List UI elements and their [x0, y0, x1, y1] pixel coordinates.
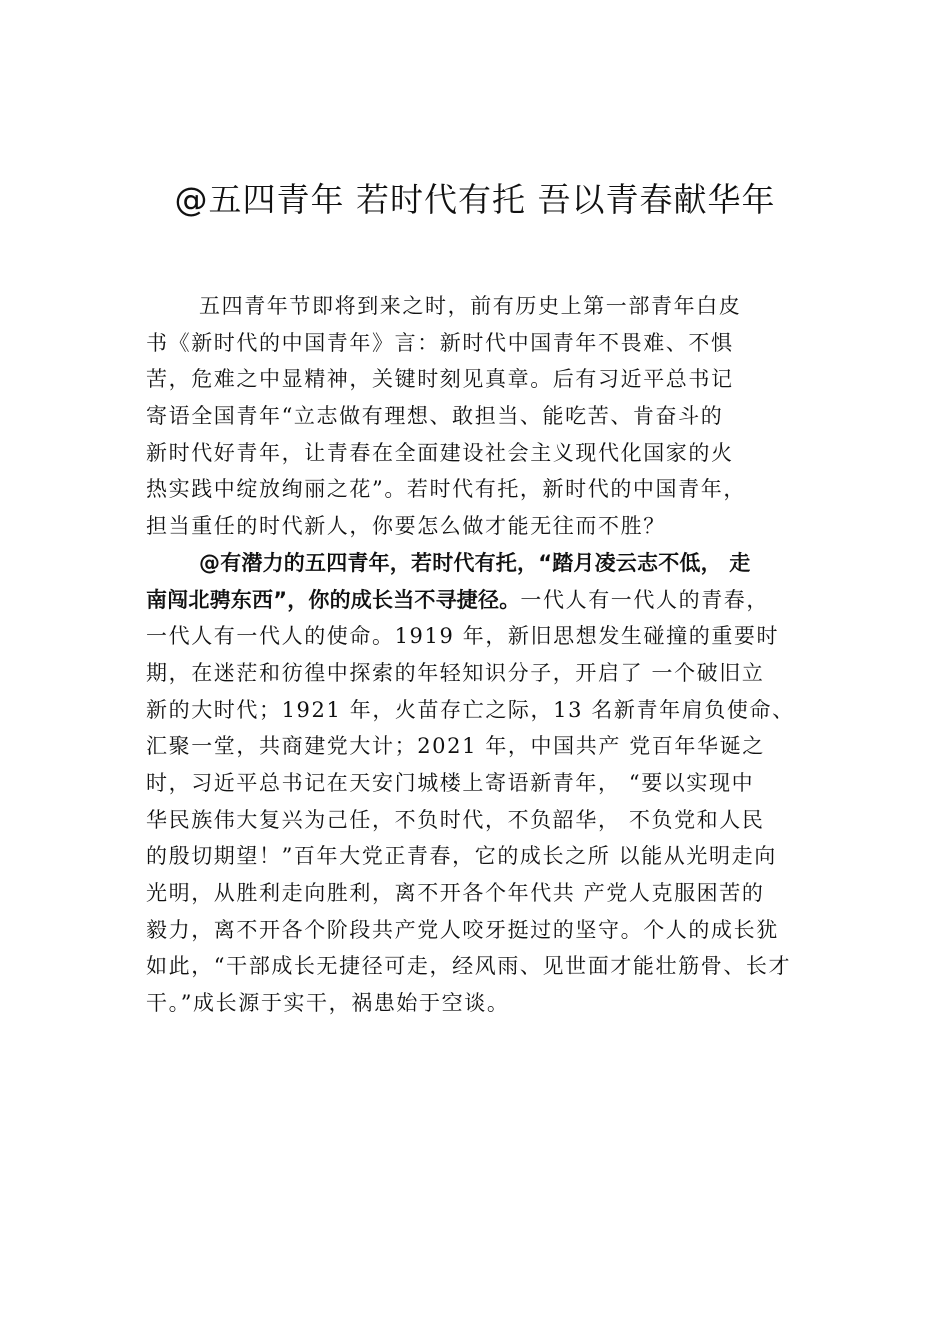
document-title: @五四青年 若时代有托 吾以青春献华年	[174, 180, 776, 219]
paragraph-intro	[146, 288, 834, 545]
text-line: 新的大时代；1921 年，火苗存亡之际，13 名新青年肩负使命、	[146, 697, 795, 722]
text-span: 一代人有一代人的青春，	[520, 587, 770, 612]
text-line: 毅力，离不开各个阶段共产党人咬牙挺过的坚守。个人的成长犹	[146, 917, 779, 942]
text-line: 汇聚一堂，共商建党大计；2021 年，中国共产 党百年华诞之	[146, 734, 765, 759]
text-line: 新时代好青年，让青春在全面建设社会主义现代化国家的火	[146, 440, 734, 465]
text-line: 光明，从胜利走向胜利，离不开各个年代共 产党人克服困苦的	[146, 881, 765, 905]
text-line: 期，在迷茫和彷徨中探索的年轻知识分子，开启了 一个破旧立	[146, 660, 765, 685]
mixed-line	[146, 582, 834, 619]
text-line: 书《新时代的中国青年》言：新时代中国青年不畏难、不惧	[146, 330, 734, 355]
text-line: 时，习近平总书记在天安门城楼上寄语新青年， “要以实现中	[146, 770, 755, 795]
text-line: 的殷切期望！”百年大党正青春，它的成长之所 以能从光明走向	[146, 844, 777, 869]
paragraph-potential	[146, 545, 834, 1022]
text-line: 寄语全国青年“立志做有理想、敢担当、能吃苦、肯奋斗的	[146, 404, 724, 429]
text-line: 一代人有一代人的使命。1919 年，新旧思想发生碰撞的重要时	[146, 624, 780, 649]
text-line: 热实践中绽放绚丽之花”。若时代有托，新时代的中国青年，	[146, 477, 746, 502]
text-line: 五四青年节即将到来之时，前有历史上第一部青年白皮	[199, 294, 742, 318]
document-body	[146, 288, 834, 1022]
text-line: 干。”成长源于实干，祸患始于空谈。	[146, 991, 510, 1016]
text-line: 苦，危难之中显精神，关键时刻见真章。后有习近平总书记	[146, 367, 734, 392]
text-line: 担当重任的时代新人，你要怎么做才能无往而不胜？	[146, 514, 666, 539]
text-line: 华民族伟大复兴为己任，不负时代，不负韶华， 不负党和人民	[146, 807, 765, 832]
bold-heading-end: 南闯北骋东西”，你的成长当不寻捷径。	[146, 587, 521, 612]
text-line: 如此，“干部成长无捷径可走，经风雨、见世面才能壮筋骨、长才	[146, 954, 792, 979]
bold-heading-line: @有潜力的五四青年，若时代有托，“踏月凌云志不低， 走	[199, 550, 751, 575]
